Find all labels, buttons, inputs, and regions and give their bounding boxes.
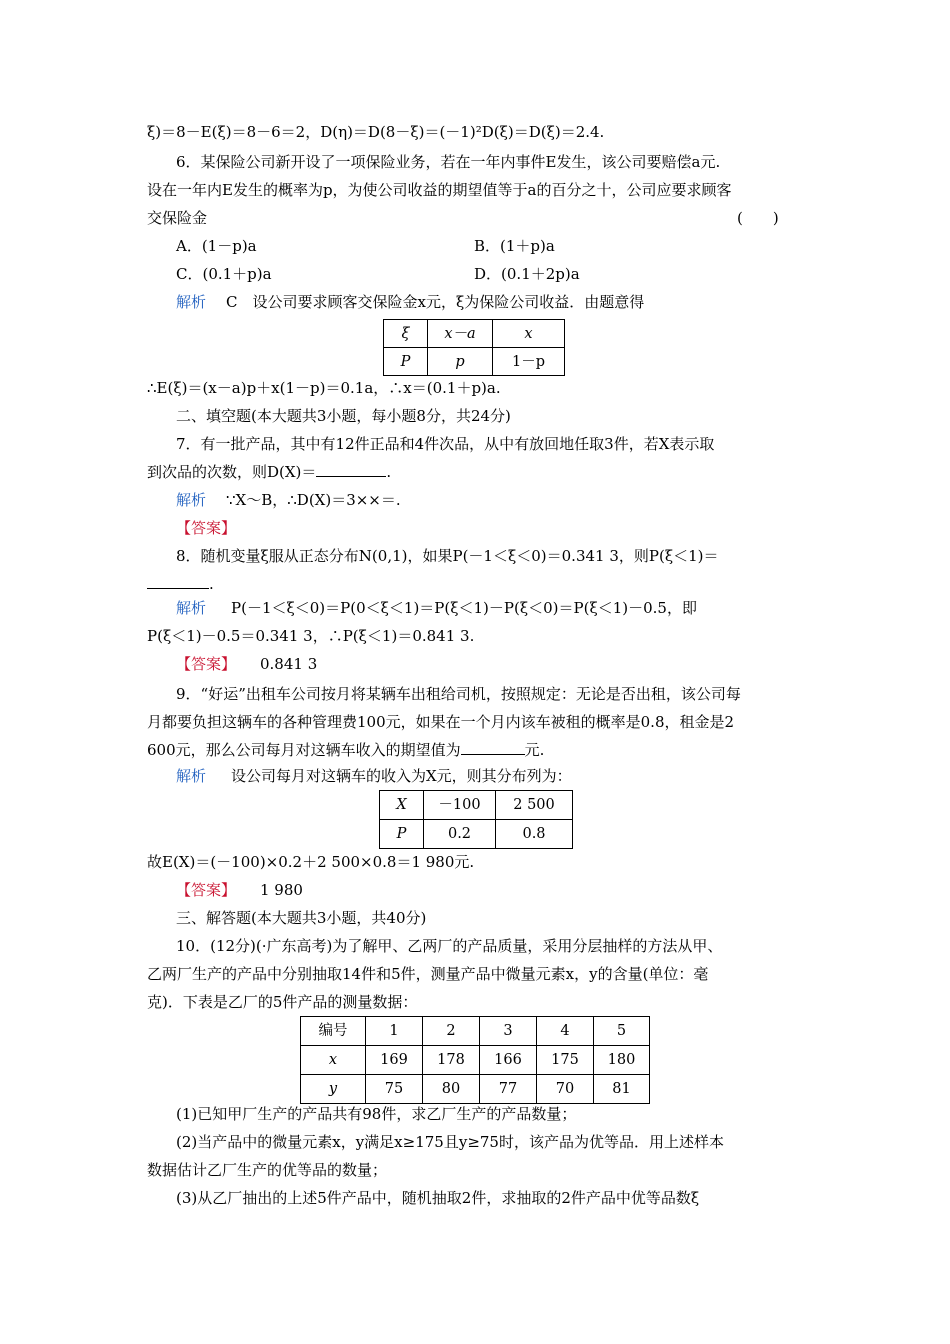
q9-answer-label: 【答案】 — [176, 881, 237, 899]
q10-table-cell: 70 — [537, 1075, 594, 1104]
q6-conclusion: ∴E(ξ)＝(x－a)p＋x(1－p)＝0.1a，∴x＝(0.1＋p)a. — [147, 379, 501, 397]
q6-option-a: A．(1－p)a — [176, 237, 257, 255]
q9-table-cell: －100 — [424, 791, 496, 820]
q9-answer-value: 1 980 — [260, 881, 303, 899]
q8-stem-line1: 8．随机变量ξ服从正态分布N(0,1)，如果P(－1＜ξ＜0)＝0.341 3，则P(ξ＜1)＝ — [176, 547, 719, 565]
solution-continuation-line: ξ)＝8－E(ξ)＝8－6＝2，D(η)＝D(8－ξ)＝(－1)²D(ξ)＝D(ξ)＝2.4. — [147, 123, 605, 141]
q7-analysis-label: 解析 — [176, 491, 207, 509]
q10-table-cell: 81 — [594, 1075, 650, 1104]
q9-stem-text: 600元，那么公司每月对这辆车收入的期望值为 — [147, 741, 461, 759]
q10-table-cell: 1 — [366, 1017, 423, 1046]
q8-stem-end: . — [209, 575, 214, 593]
q6-table-cell: 1－p — [493, 348, 565, 376]
q7-answer-blank — [316, 462, 386, 477]
q8-answer-blank — [147, 574, 209, 589]
q9-stem-line2: 月都要负担这辆车的各种管理费100元，如果在一个月内该车被租的概率是0.8，租金是2 — [147, 713, 735, 731]
q6-table-cell: ξ — [384, 320, 428, 348]
q8-stem-line2 — [147, 574, 214, 594]
q7-stem-line1: 7．有一批产品，其中有12件正品和4件次品，从中有放回地任取3件，若X表示取 — [176, 435, 715, 453]
q10-table-cell: 178 — [423, 1046, 480, 1075]
q9-distribution-table — [379, 790, 573, 849]
q10-subquestion-2-line1: (2)当产品中的微量元素x，y满足x≥175且y≥75时，该产品为优等品．用上述样本 — [176, 1133, 724, 1151]
q9-table-cell: P — [380, 820, 424, 849]
q10-measurement-table — [300, 1016, 650, 1104]
q10-table-cell: 175 — [537, 1046, 594, 1075]
q6-stem-line1: 6．某保险公司新开设了一项保险业务，若在一年内事件E发生，该公司要赔偿a元. — [176, 153, 721, 171]
q7-analysis-text: ∵X～B，∴D(X)＝3××＝. — [226, 491, 401, 509]
q6-analysis-text: C 设公司要求顾客交保险金x元，ξ为保险公司收益．由题意得 — [226, 293, 645, 311]
q9-answer-blank — [461, 740, 525, 755]
q7-stem-line2 — [147, 462, 391, 482]
q6-analysis-label: 解析 — [176, 293, 207, 311]
q10-stem-line1: 10．(12分)(·广东高考)为了解甲、乙两厂的产品质量，采用分层抽样的方法从甲、 — [176, 937, 723, 955]
q6-answer-paren: ( ) — [737, 209, 779, 227]
q10-subquestion-2-line2: 数据估计乙厂生产的优等品的数量； — [147, 1161, 388, 1179]
q6-table-cell: P — [384, 348, 428, 376]
q9-stem-line3 — [147, 740, 544, 760]
q8-answer-label: 【答案】 — [176, 655, 237, 673]
q9-table-cell: X — [380, 791, 424, 820]
q8-answer-value: 0.841 3 — [260, 655, 318, 673]
q9-table-cell: 2 500 — [496, 791, 573, 820]
q10-stem-line3: 克)．下表是乙厂的5件产品的测量数据： — [147, 993, 418, 1011]
q9-table-cell: 0.2 — [424, 820, 496, 849]
q10-table-cell: 77 — [480, 1075, 537, 1104]
q7-stem-text: 到次品的次数，则D(X)＝ — [147, 463, 317, 481]
q10-table-cell: 75 — [366, 1075, 423, 1104]
q9-stem-end: 元. — [524, 741, 545, 759]
q10-table-cell: 169 — [366, 1046, 423, 1075]
q10-table-cell: 编号 — [301, 1017, 366, 1046]
q6-table-cell: p — [428, 348, 493, 376]
q7-answer-label: 【答案】 — [176, 519, 237, 537]
q6-distribution-table — [383, 319, 565, 376]
q9-analysis-label: 解析 — [176, 767, 207, 785]
q10-table-cell: 180 — [594, 1046, 650, 1075]
q6-option-b: B．(1＋p)a — [474, 237, 555, 255]
q8-analysis-text: P(－1＜ξ＜0)＝P(0＜ξ＜1)＝P(ξ＜1)－P(ξ＜0)＝P(ξ＜1)－0.5，即 — [231, 599, 697, 617]
q10-table-cell: 5 — [594, 1017, 650, 1046]
q6-stem-line2: 设在一年内E发生的概率为p，为使公司收益的期望值等于a的百分之十，公司应要求顾客 — [147, 181, 732, 199]
q10-table-cell: 2 — [423, 1017, 480, 1046]
section-fill-in-heading: 二、填空题(本大题共3小题，每小题8分，共24分) — [176, 407, 511, 425]
q10-table-cell: y — [301, 1075, 366, 1104]
q6-option-d: D．(0.1＋2p)a — [474, 265, 580, 283]
q9-stem-line1: 9．“好运”出租车公司按月将某辆车出租给司机，按照规定：无论是否出租，该公司每 — [176, 685, 741, 703]
q10-table-cell: 166 — [480, 1046, 537, 1075]
q8-analysis-label: 解析 — [176, 599, 207, 617]
q9-table-cell: 0.8 — [496, 820, 573, 849]
q10-table-cell: 4 — [537, 1017, 594, 1046]
q7-stem-end: . — [386, 463, 392, 481]
q10-subquestion-1: (1)已知甲厂生产的产品共有98件，求乙厂生产的产品数量； — [176, 1105, 577, 1123]
q8-analysis-line2: P(ξ＜1)－0.5＝0.341 3，∴P(ξ＜1)＝0.841 3. — [147, 627, 475, 645]
q10-table-cell: 3 — [480, 1017, 537, 1046]
q10-subquestion-3: (3)从乙厂抽出的上述5件产品中，随机抽取2件，求抽取的2件产品中优等品数ξ — [176, 1189, 700, 1207]
q9-conclusion: 故E(X)＝(－100)×0.2＋2 500×0.8＝1 980元. — [147, 853, 475, 871]
q10-stem-line2: 乙两厂生产的产品中分别抽取14件和5件，测量产品中微量元素x，y的含量(单位：毫 — [147, 965, 709, 983]
q10-table-cell: 80 — [423, 1075, 480, 1104]
q6-option-c: C．(0.1＋p)a — [176, 265, 272, 283]
q9-analysis-text: 设公司每月对这辆车的收入为X元，则其分布列为： — [231, 767, 572, 785]
section-solutions-heading: 三、解答题(本大题共3小题，共40分) — [176, 909, 427, 927]
q6-table-cell: x－a — [428, 320, 493, 348]
q6-stem-line3: 交保险金 — [147, 209, 208, 227]
q10-table-cell: x — [301, 1046, 366, 1075]
q6-table-cell: x — [493, 320, 565, 348]
